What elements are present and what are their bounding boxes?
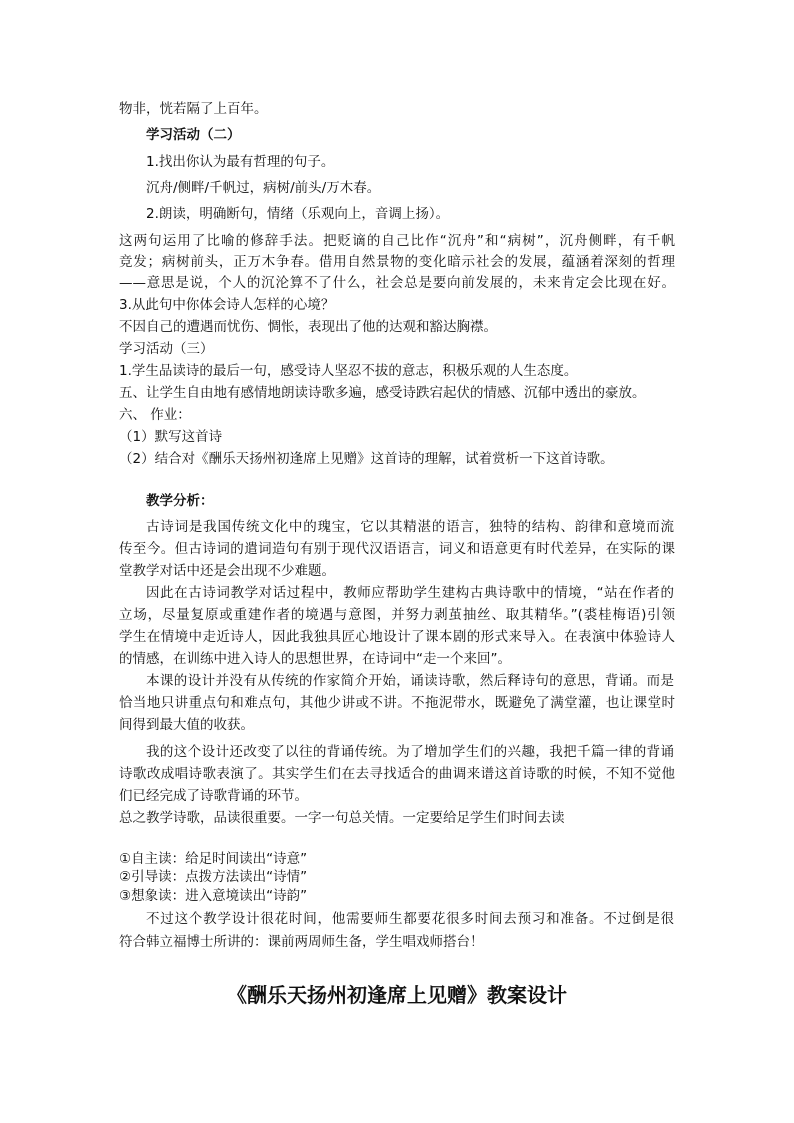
text-line: 1.学生品读诗的最后一句，感受诗人坚忍不拔的意志，积极乐观的人生态度。: [119, 363, 578, 379]
text-line: （2）结合对《酬乐天扬州初逢席上见赠》这首诗的理解，试着赏析一下这首诗歌。: [119, 451, 614, 467]
list-item: ①自主读：给足时间读出“诗意”: [119, 851, 308, 867]
text-line: 物非，恍若隔了上百年。: [119, 101, 268, 117]
text-line: 立场，尽量复原或重建作者的境遇与意图，并努力剥茧抽丝、取其精华。”(裘桂梅语)引领: [119, 607, 675, 623]
document-title: 《酬乐天扬州初逢席上见赠》教案设计: [227, 983, 567, 1007]
section-heading: 教学分析：: [146, 493, 214, 509]
text-line: 这两句运用了比喻的修辞手法。把贬谪的自己比作“沉舟”和“病树”，沉舟侧畔，有千帆: [119, 233, 675, 249]
text-line: 们已经完成了诗歌背诵的环节。: [119, 788, 308, 804]
text-line: 1.找出你认为最有哲理的句子。: [146, 154, 335, 170]
text-line: 的情感，在训练中进入诗人的思想世界，在诗词中“走一个来回”。: [119, 651, 511, 667]
text-line: 沉舟/侧畔/千帆过，病树/前头/万木春。: [146, 180, 381, 196]
section-heading: 学习活动（三）: [119, 341, 214, 357]
text-line: ——意思是说，个人的沉沦算不了什么，社会总是要向前发展的，未来肯定会比现在好。: [119, 275, 675, 291]
text-line: 诗歌改成唱诗歌表演了。其实学生们在去寻找适合的曲调来谱这首诗歌的时候，不知不觉他: [119, 766, 675, 782]
text-line: 学生在情境中走近诗人，因此我独具匠心地设计了课本剧的形式来导入。在表演中体验诗人: [119, 629, 675, 645]
text-line: 六、 作业：: [119, 407, 191, 423]
list-item: ②引导读：点拨方法读出“诗情”: [119, 869, 308, 885]
text-line: 竞发；病树前头，正万木争春。借用自然景物的变化暗示社会的发展，蕴涵着深刻的哲理: [119, 254, 675, 270]
text-line: （1）默写这首诗: [119, 429, 223, 445]
text-line: 2.朗读，明确断句，情绪（乐观向上，音调上扬）。: [146, 206, 450, 222]
text-line: 因此在古诗词教学对话过程中，教师应帮助学生建构古典诗歌中的情境，“站在作者的: [146, 585, 674, 601]
text-line: 符合韩立福博士所讲的：课前两周师生备，学生唱戏师搭台！: [119, 934, 484, 950]
text-line: 传至今。但古诗词的遣词造句有别于现代汉语语言，词义和语意更有时代差异，在实际的课: [119, 541, 675, 557]
text-line: 总之教学诗歌，品读很重要。一字一句总关情。一定要给足学生们时间去读: [119, 810, 565, 826]
text-line: 不过这个教学设计很花时间，他需要师生都要花很多时间去预习和准备。不过倒是很: [146, 911, 674, 927]
text-line: 间得到最大值的收获。: [119, 717, 254, 733]
text-line: 古诗词是我国传统文化中的瑰宝，它以其精湛的语言，独特的结构、韵律和意境而流: [146, 519, 674, 535]
text-line: 恰当地只讲重点句和难点句，其他少讲或不讲。不拖泥带水，既避免了满堂灌，也让课堂时: [119, 695, 675, 711]
text-line: 堂教学对话中还是会出现不少难题。: [119, 563, 335, 579]
text-line: 3.从此句中你体会诗人怎样的心境？: [119, 297, 335, 313]
list-item: ③想象读：进入意境读出“诗韵”: [119, 888, 308, 904]
text-line: 五、让学生自由地有感情地朗读诗歌多遍，感受诗跌宕起伏的情感、沉郁中透出的豪放。: [119, 385, 646, 401]
text-line: 我的这个设计还改变了以往的背诵传统。为了增加学生们的兴趣，我把千篇一律的背诵: [146, 744, 674, 760]
section-heading: 学习活动（二）: [146, 127, 241, 143]
text-line: 不因自己的遭遇而忧伤、惆怅，表现出了他的达观和豁达胸襟。: [119, 319, 497, 335]
text-line: 本课的设计并没有从传统的作家简介开始，诵读诗歌，然后释诗句的意思，背诵。而是: [146, 673, 674, 689]
